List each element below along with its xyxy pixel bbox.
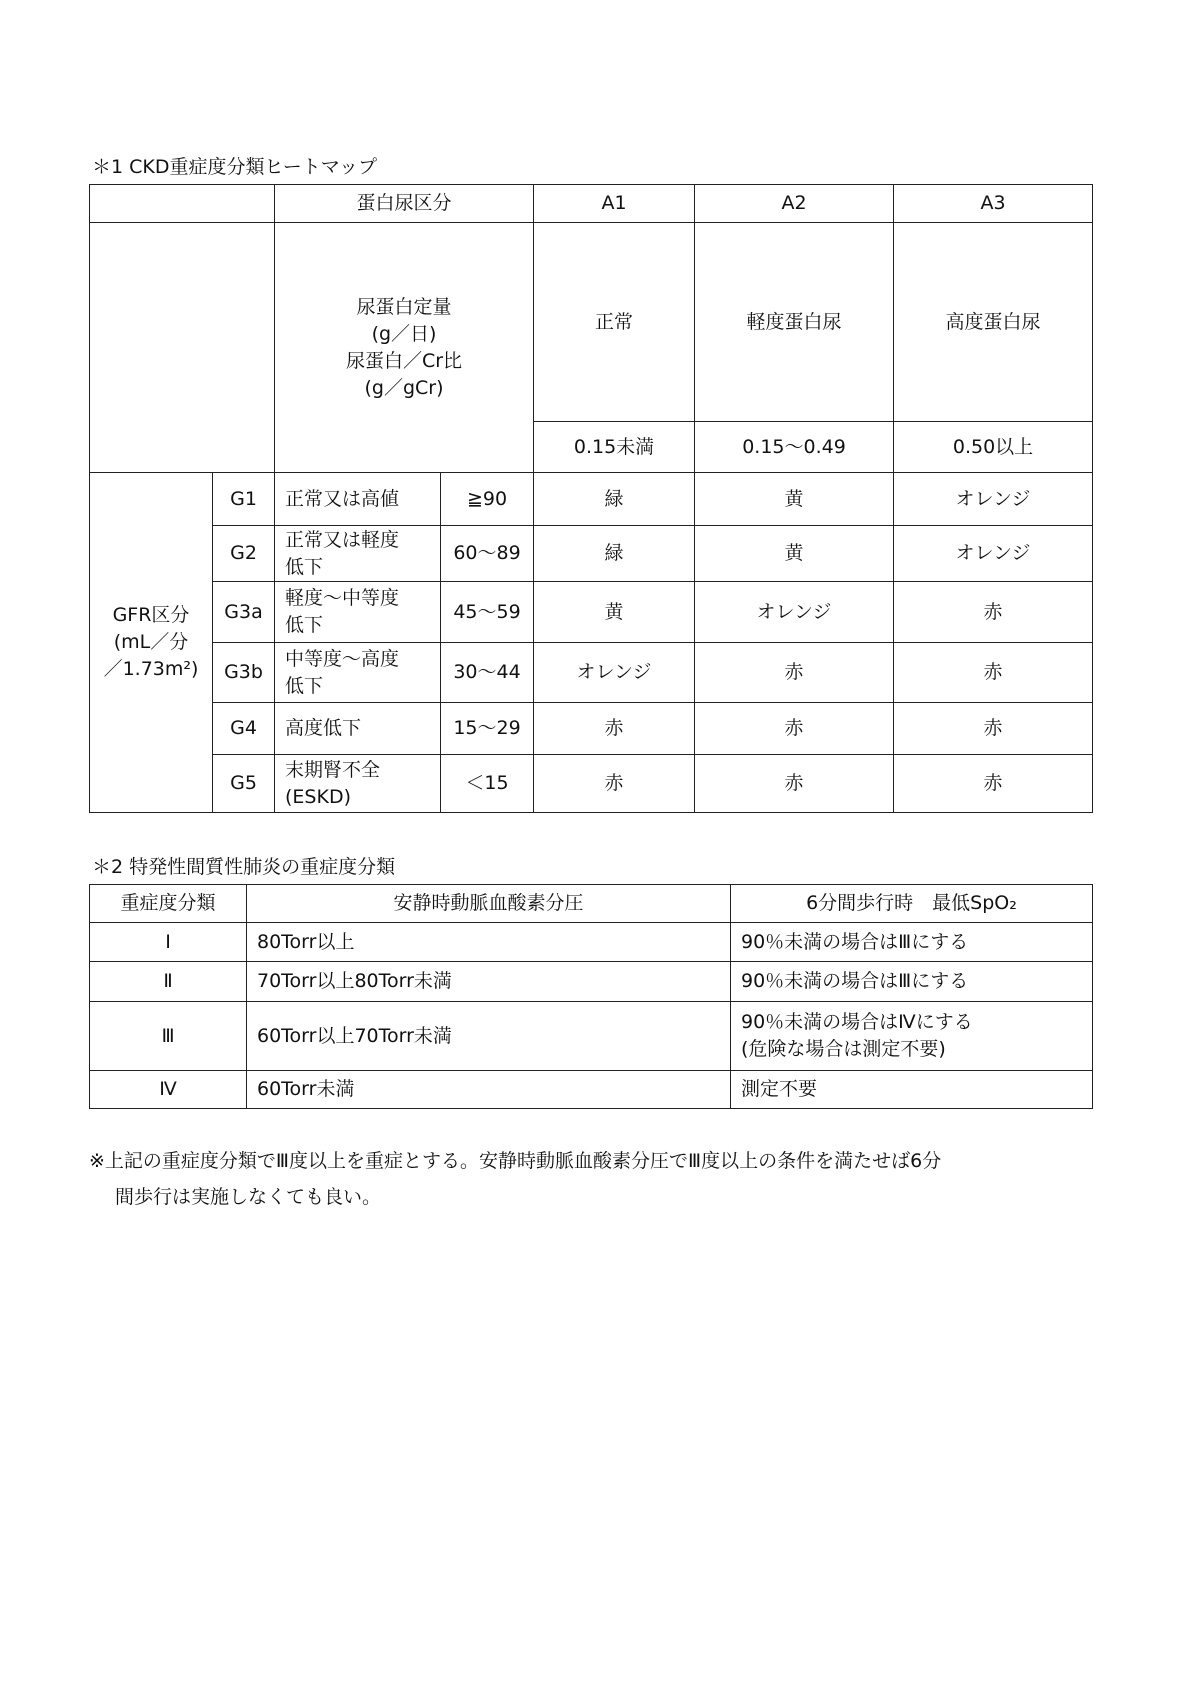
spo2-line: 測定不要 <box>741 1078 818 1100</box>
footnote-line: 間歩行は実施しなくても良い。 <box>115 1186 382 1208</box>
a1-label: 正常 <box>534 223 695 422</box>
protein-description <box>275 223 534 473</box>
heatmap-cell: オレンジ <box>894 473 1093 526</box>
ipf-row <box>90 1002 1093 1071</box>
heatmap-cell: オレンジ <box>695 582 894 643</box>
g-stage: G5 <box>213 755 275 813</box>
desc-line: (g／日) <box>371 322 437 345</box>
ckd-table-title: ＊1 CKD重症度分類ヒートマップ <box>92 156 377 178</box>
desc-line: 正常又は高値 <box>285 487 400 510</box>
gfr-range: 15～29 <box>441 703 534 755</box>
heatmap-cell: 赤 <box>695 643 894 703</box>
heatmap-cell: 赤 <box>894 755 1093 813</box>
spo2 <box>731 962 1093 1002</box>
a1-range: 0.15未満 <box>534 422 695 473</box>
gfr-range: ＜15 <box>441 755 534 813</box>
spo2-line: (危険な場合は測定不要) <box>741 1038 946 1060</box>
gfr-row <box>90 582 1093 643</box>
gfr-label-line: ／1.73m²) <box>103 658 199 680</box>
pao2: 70Torr以上80Torr未満 <box>247 962 731 1002</box>
g-description <box>275 526 441 582</box>
header-grade: 重症度分類 <box>90 885 247 923</box>
heatmap-cell: 黄 <box>695 473 894 526</box>
spo2 <box>731 923 1093 962</box>
grade: Ⅱ <box>90 962 247 1002</box>
heatmap-cell: 黄 <box>695 526 894 582</box>
g-stage: G2 <box>213 526 275 582</box>
gfr-label-line: (mL／分 <box>113 631 189 653</box>
desc-line: 高度低下 <box>285 717 362 739</box>
heatmap-cell: 赤 <box>894 643 1093 703</box>
spo2-line: 90％未満の場合はⅢにする <box>741 970 969 992</box>
blank-cell <box>90 223 275 473</box>
g-stage: G1 <box>213 473 275 526</box>
gfr-row <box>90 473 1093 526</box>
ipf-table-title: ＊2 特発性間質性肺炎の重症度分類 <box>92 856 396 878</box>
desc-line: 正常又は軽度 <box>285 528 400 551</box>
g-stage: G4 <box>213 703 275 755</box>
desc-line: 中等度～高度 <box>285 647 400 670</box>
ipf-row <box>90 1071 1093 1109</box>
g-description <box>275 703 441 755</box>
g-stage: G3a <box>213 582 275 643</box>
pao2: 60Torr未満 <box>247 1071 731 1109</box>
blank-corner-cell <box>90 185 275 223</box>
a2-label: 軽度蛋白尿 <box>695 223 894 422</box>
grade: Ⅲ <box>90 1002 247 1071</box>
heatmap-cell: 緑 <box>534 526 695 582</box>
g-description <box>275 755 441 813</box>
heatmap-cell: 赤 <box>695 703 894 755</box>
spo2-line: 90％未満の場合はⅢにする <box>741 930 969 953</box>
heatmap-cell: 赤 <box>695 755 894 813</box>
a3-label: 高度蛋白尿 <box>894 223 1093 422</box>
heatmap-cell: 黄 <box>534 582 695 643</box>
col-a1: A1 <box>534 185 695 223</box>
heatmap-cell: 赤 <box>894 582 1093 643</box>
ipf-row <box>90 923 1093 962</box>
desc-line: 軽度～中等度 <box>285 587 400 609</box>
gfr-range: ≧90 <box>441 473 534 526</box>
spo2 <box>731 1002 1093 1071</box>
a3-range: 0.50以上 <box>894 422 1093 473</box>
grade: Ⅰ <box>90 923 247 962</box>
desc-line: 低下 <box>285 555 324 578</box>
header-pao2: 安静時動脈血酸素分圧 <box>247 885 731 923</box>
g-description <box>275 473 441 526</box>
gfr-row <box>90 643 1093 703</box>
g-description <box>275 582 441 643</box>
gfr-row <box>90 526 1093 582</box>
desc-line: 低下 <box>285 674 324 697</box>
desc-line: 低下 <box>285 614 324 636</box>
protein-header: 蛋白尿区分 <box>275 185 534 223</box>
heatmap-cell: 緑 <box>534 473 695 526</box>
pao2: 60Torr以上70Torr未満 <box>247 1002 731 1071</box>
grade: Ⅳ <box>90 1071 247 1109</box>
footnote-line: ※上記の重症度分類でⅢ度以上を重症とする。安静時動脈血酸素分圧でⅢ度以上の条件を満たせば6分 <box>89 1150 942 1172</box>
spo2-line: 90％未満の場合はⅣにする <box>741 1011 973 1033</box>
heatmap-cell: 赤 <box>534 703 695 755</box>
spo2 <box>731 1071 1093 1109</box>
pao2: 80Torr以上 <box>247 923 731 962</box>
desc-line: (g／gCr) <box>364 376 444 399</box>
ipf-severity-table <box>89 884 1093 1109</box>
ckd-heatmap-table <box>89 184 1093 813</box>
desc-line: 尿蛋白定量 <box>356 295 452 318</box>
gfr-range: 45～59 <box>441 582 534 643</box>
g-stage: G3b <box>213 643 275 703</box>
desc-line: 末期腎不全 <box>285 758 381 781</box>
g-description <box>275 643 441 703</box>
gfr-row <box>90 755 1093 813</box>
header-spo2: 6分間歩行時 最低SpO₂ <box>731 885 1093 923</box>
heatmap-cell: オレンジ <box>534 643 695 703</box>
gfr-range: 30～44 <box>441 643 534 703</box>
heatmap-cell: オレンジ <box>894 526 1093 582</box>
gfr-range: 60～89 <box>441 526 534 582</box>
desc-line: (ESKD) <box>285 785 351 808</box>
footnote <box>89 1143 1099 1215</box>
gfr-row <box>90 703 1093 755</box>
ipf-row <box>90 962 1093 1002</box>
col-a2: A2 <box>695 185 894 223</box>
gfr-label <box>90 473 213 813</box>
heatmap-cell: 赤 <box>894 703 1093 755</box>
heatmap-cell: 赤 <box>534 755 695 813</box>
a2-range: 0.15～0.49 <box>695 422 894 473</box>
gfr-label-line: GFR区分 <box>112 604 190 626</box>
col-a3: A3 <box>894 185 1093 223</box>
desc-line: 尿蛋白／Cr比 <box>345 349 463 372</box>
